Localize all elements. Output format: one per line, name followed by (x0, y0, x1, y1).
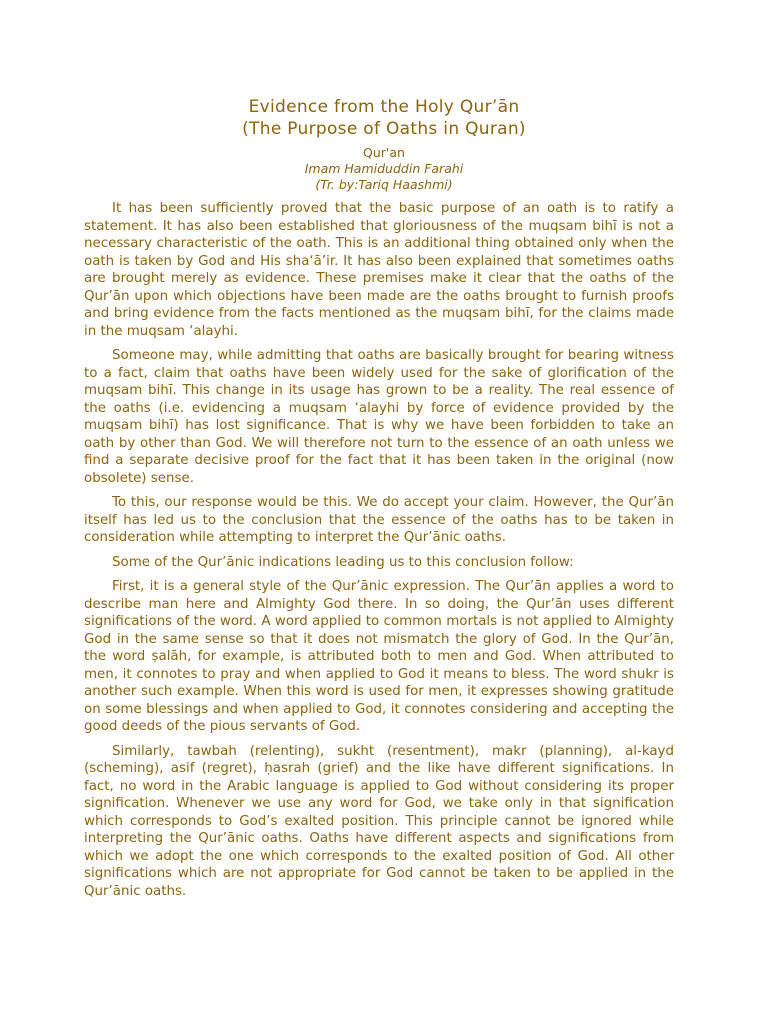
document-subtitle: (The Purpose of Oaths in Quran) (242, 119, 526, 139)
source-label: Qur'an (363, 145, 405, 160)
document-body (84, 200, 674, 907)
paragraph: Someone may, while admitting that oaths are basically brought for bearing witness to a fact, claim that oaths have been widely used for the sake of glorification of the muqsam bihī. This change in its usage has grown to be a reality. The real essence of the oaths (i.e. evidencing a muqsam ‘alayhi by force of evidence provided by the muqsam bihī) has lost significance. That is why we have been forbidden to take an oath by other than God. We will therefore not turn to the essence of an oath unless we find a separate decisive proof for the fact that it has been taken in the original (now obsolete) sense. (84, 348, 674, 486)
document-header (0, 96, 768, 193)
document-title: Evidence from the Holy Qur’ān (248, 97, 520, 117)
paragraph: Similarly, tawbah (relenting), sukht (resentment), makr (planning), al-kayd (scheming), asif (regret), ḥasrah (grief) and the like have different significations. In fact, no word in the Arabic language is applied to God without considering its proper signification. Whenever we use any word for God, we take only in that signification which corresponds to God’s exalted position. This principle cannot be ignored while interpreting the Qur’ānic oaths. Oaths have different aspects and significations from which we adopt the one which corresponds to the exalted position of God. All other significations which are not appropriate for God cannot be taken to be applied in the Qur’ānic oaths. (84, 743, 674, 899)
paragraph: Some of the Qur’ānic indications leading us to this conclusion follow: (112, 554, 574, 570)
paragraph: To this, our response would be this. We do accept your claim. However, the Qur’ān itself has led us to the conclusion that the essence of the oaths has to be taken in consideration while attempting to interpret the Qur’ānic oaths. (84, 495, 674, 545)
author-name: Imam Hamiduddin Farahi (304, 161, 464, 176)
paragraph: It has been sufficiently proved that the basic purpose of an oath is to ratify a statement. It has also been established that gloriousness of the muqsam bihī is not a necessary characteristic of the oath. This is an additional thing obtained only when the oath is taken by God and His sha‘ā’ir. It has also been explained that sometimes oaths are brought merely as evidence. These premises make it clear that the oaths of the Qur’ān upon which objections have been made are the oaths brought to furnish proofs and bring evidence from the facts mentioned as the muqsam bihī, for the claims made in the muqsam ‘alayhi. (84, 201, 674, 339)
paragraph: First, it is a general style of the Qur’ānic expression. The Qur’ān applies a word to describe man here and Almighty God there. In so doing, the Qur’ān uses different significations of the word. A word applied to common mortals is not applied to Almighty God in the same sense so that it does not mismatch the glory of God. In the Qur’ān, the word ṣalāh, for example, is attributed both to men and God. When attributed to men, it connotes to pray and when applied to God it means to bless. The word shukr is another such example. When this word is used for men, it expresses showing gratitude on some blessings and when applied to God, it connotes considering and accepting the good deeds of the pious servants of God. (84, 579, 674, 734)
translator-credit: (Tr. by:Tariq Haashmi) (315, 177, 453, 192)
